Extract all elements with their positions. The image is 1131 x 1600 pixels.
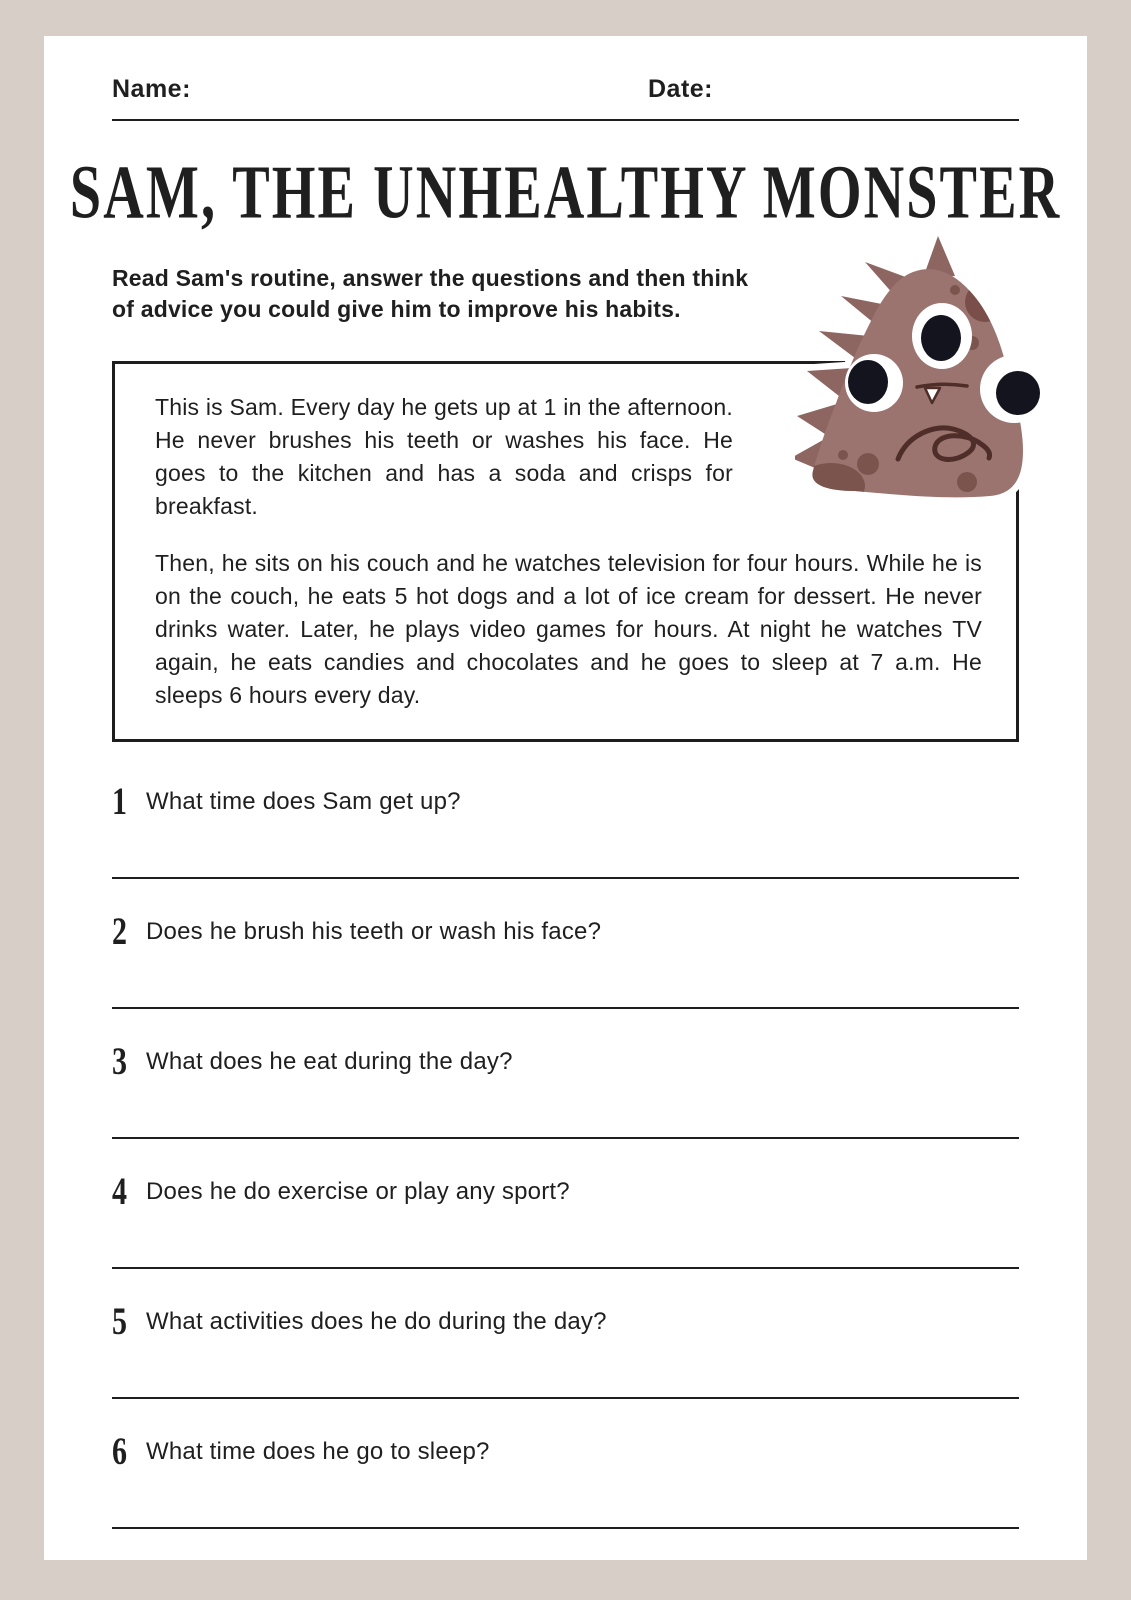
question-number: 6 (112, 1429, 127, 1474)
question-number: 1 (112, 779, 127, 824)
answer-line-2[interactable] (112, 1007, 1019, 1009)
answer-line-6[interactable] (112, 1527, 1019, 1529)
date-label: Date: (648, 75, 714, 103)
question-text: Does he brush his teeth or wash his face? (146, 918, 602, 945)
name-date-fill-line[interactable] (112, 119, 1019, 121)
question-3 (112, 1039, 1019, 1084)
question-5 (112, 1299, 1019, 1344)
instructions-text: Read Sam's routine, answer the questions and then think of advice you could give him to improve his habits. (112, 265, 749, 322)
question-number: 3 (112, 1039, 127, 1084)
answer-line-5[interactable] (112, 1397, 1019, 1399)
question-text: What time does he go to sleep? (146, 1438, 490, 1465)
answer-line-1[interactable] (112, 877, 1019, 879)
question-number: 4 (112, 1169, 127, 1214)
question-text: What activities does he do during the day? (146, 1308, 607, 1335)
monster-illustration (795, 226, 1048, 503)
question-4 (112, 1169, 1019, 1214)
worksheet-paper (44, 36, 1087, 1560)
question-1 (112, 779, 1019, 824)
questions-section (112, 779, 1019, 1529)
question-number: 2 (112, 909, 127, 954)
page-title: SAM, THE UNHEALTHY MONSTER (69, 149, 1062, 235)
question-text: Does he do exercise or play any sport? (146, 1178, 570, 1205)
header (112, 75, 1019, 107)
passage-paragraph-2: Then, he sits on his couch and he watches television for four hours. While he is on the couch, he eats 5 hot dogs and a lot of ice cream for dessert. He never drinks water. Later, he plays video games for hours. At night he watches TV again, he eats candies and chocolates and he goes to sleep at 7 a.m. He sleeps 6 hours every day. (155, 550, 982, 708)
passage-paragraph-1: This is Sam. Every day he gets up at 1 in the afternoon. He never brushes his teeth or washes his face. He goes to the kitchen and has a soda and crisps for breakfast. (155, 394, 733, 519)
monster-icon (795, 226, 1048, 503)
answer-line-4[interactable] (112, 1267, 1019, 1269)
question-2 (112, 909, 1019, 954)
question-6 (112, 1429, 1019, 1474)
question-text: What time does Sam get up? (146, 788, 461, 815)
question-text: What does he eat during the day? (146, 1048, 513, 1075)
name-label: Name: (112, 75, 191, 103)
answer-line-3[interactable] (112, 1137, 1019, 1139)
question-number: 5 (112, 1299, 127, 1344)
title-row (69, 149, 1062, 235)
